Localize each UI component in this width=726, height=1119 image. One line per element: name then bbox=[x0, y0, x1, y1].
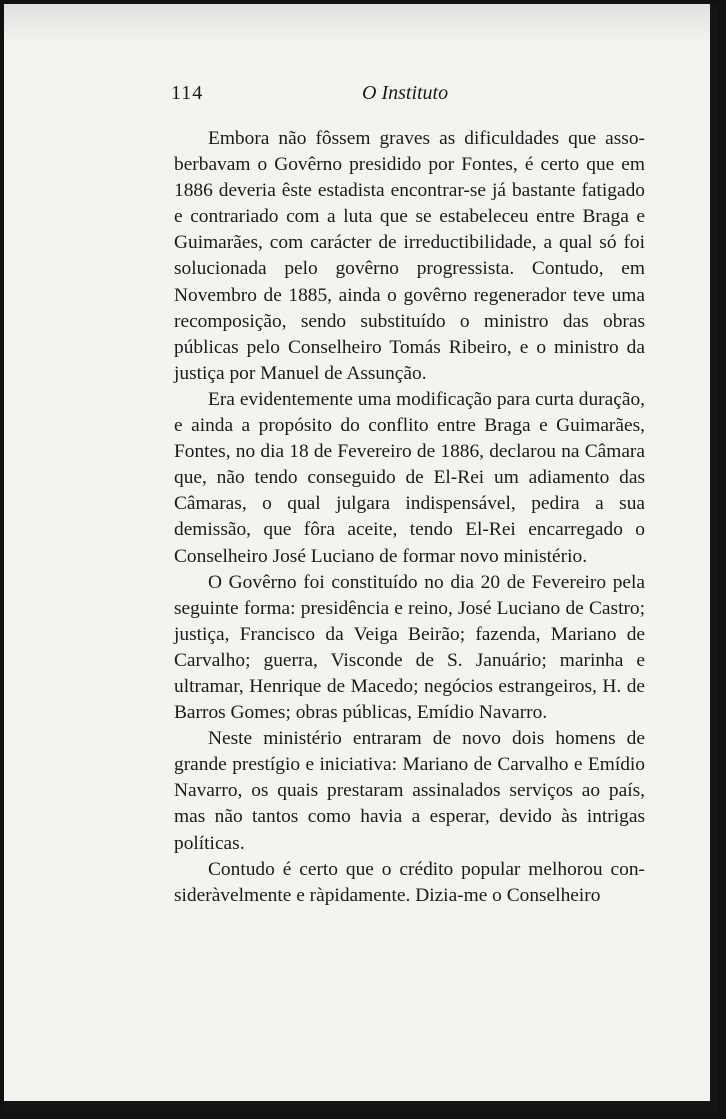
paragraph: Era evidentemente uma modificação para curta duração, e ainda a propósito do conflito entre Braga e Guimarães, Fontes, no dia 18 de Fevereiro de 1886, declarou na Câmara que, não tendo conseguido de El-Rei um adiamento das Câmaras, o qual julgara indispensável, pedira a sua demissão, que fôra aceite, tendo El-Rei encarregado o Conselheiro José Luciano de formar novo ministério. bbox=[174, 388, 645, 567]
paragraph: Embora não fôssem graves as dificuldades que assoberbavam o Govêrno presidido por Fontes, é certo que em 1886 deveria êste estadista encontrar-se já bastante fatigado e contrariado com a luta que se estabeleceu entre Braga e Guimarães, com carácter de irreductibilidade, a qual só foi solucionada pelo govêrno progressista. Contudo, em Novembro de 1885, ainda o govêrno regenerador teve uma recomposição, sendo substituído o ministro das obras públicas pelo Conselheiro Tomás Ribeiro, e o ministro da justiça por Manuel de Assunção. bbox=[174, 128, 645, 384]
page-edge-shadow bbox=[710, 4, 718, 1111]
paragraph: O Govêrno foi constituído no dia 20 de Fevereiro pela seguinte forma: presidência e reino, José Luciano de Castro; justiça, Francisco da Veiga Beirão; fazenda, Mariano de Carvalho; guerra, Visconde de S. Januário; marinha e ultramar, Henrique de Macedo; negócios estrangeiros, H. de Barros Gomes; obras públicas, Emídio Navarro. bbox=[174, 571, 645, 724]
paragraph: Neste ministério entraram de novo dois homens de grande prestígio e iniciativa: Mariano de Carvalho e Emídio Navarro, os quais prestaram assinalados serviços ao país, mas não tantos como havia a esperar, devido às intrigas políticas. bbox=[174, 728, 645, 854]
paragraph: Contudo é certo que o crédito popular melhorou consideràvelmente e ràpidamente. Dizia-me o Conselheiro bbox=[174, 858, 645, 906]
page-number: 114 bbox=[171, 82, 204, 104]
running-title: O Instituto bbox=[362, 82, 449, 104]
body-text bbox=[174, 126, 645, 909]
book-page bbox=[4, 4, 718, 1111]
running-head bbox=[4, 82, 718, 108]
page-edge-shadow bbox=[4, 1101, 718, 1111]
